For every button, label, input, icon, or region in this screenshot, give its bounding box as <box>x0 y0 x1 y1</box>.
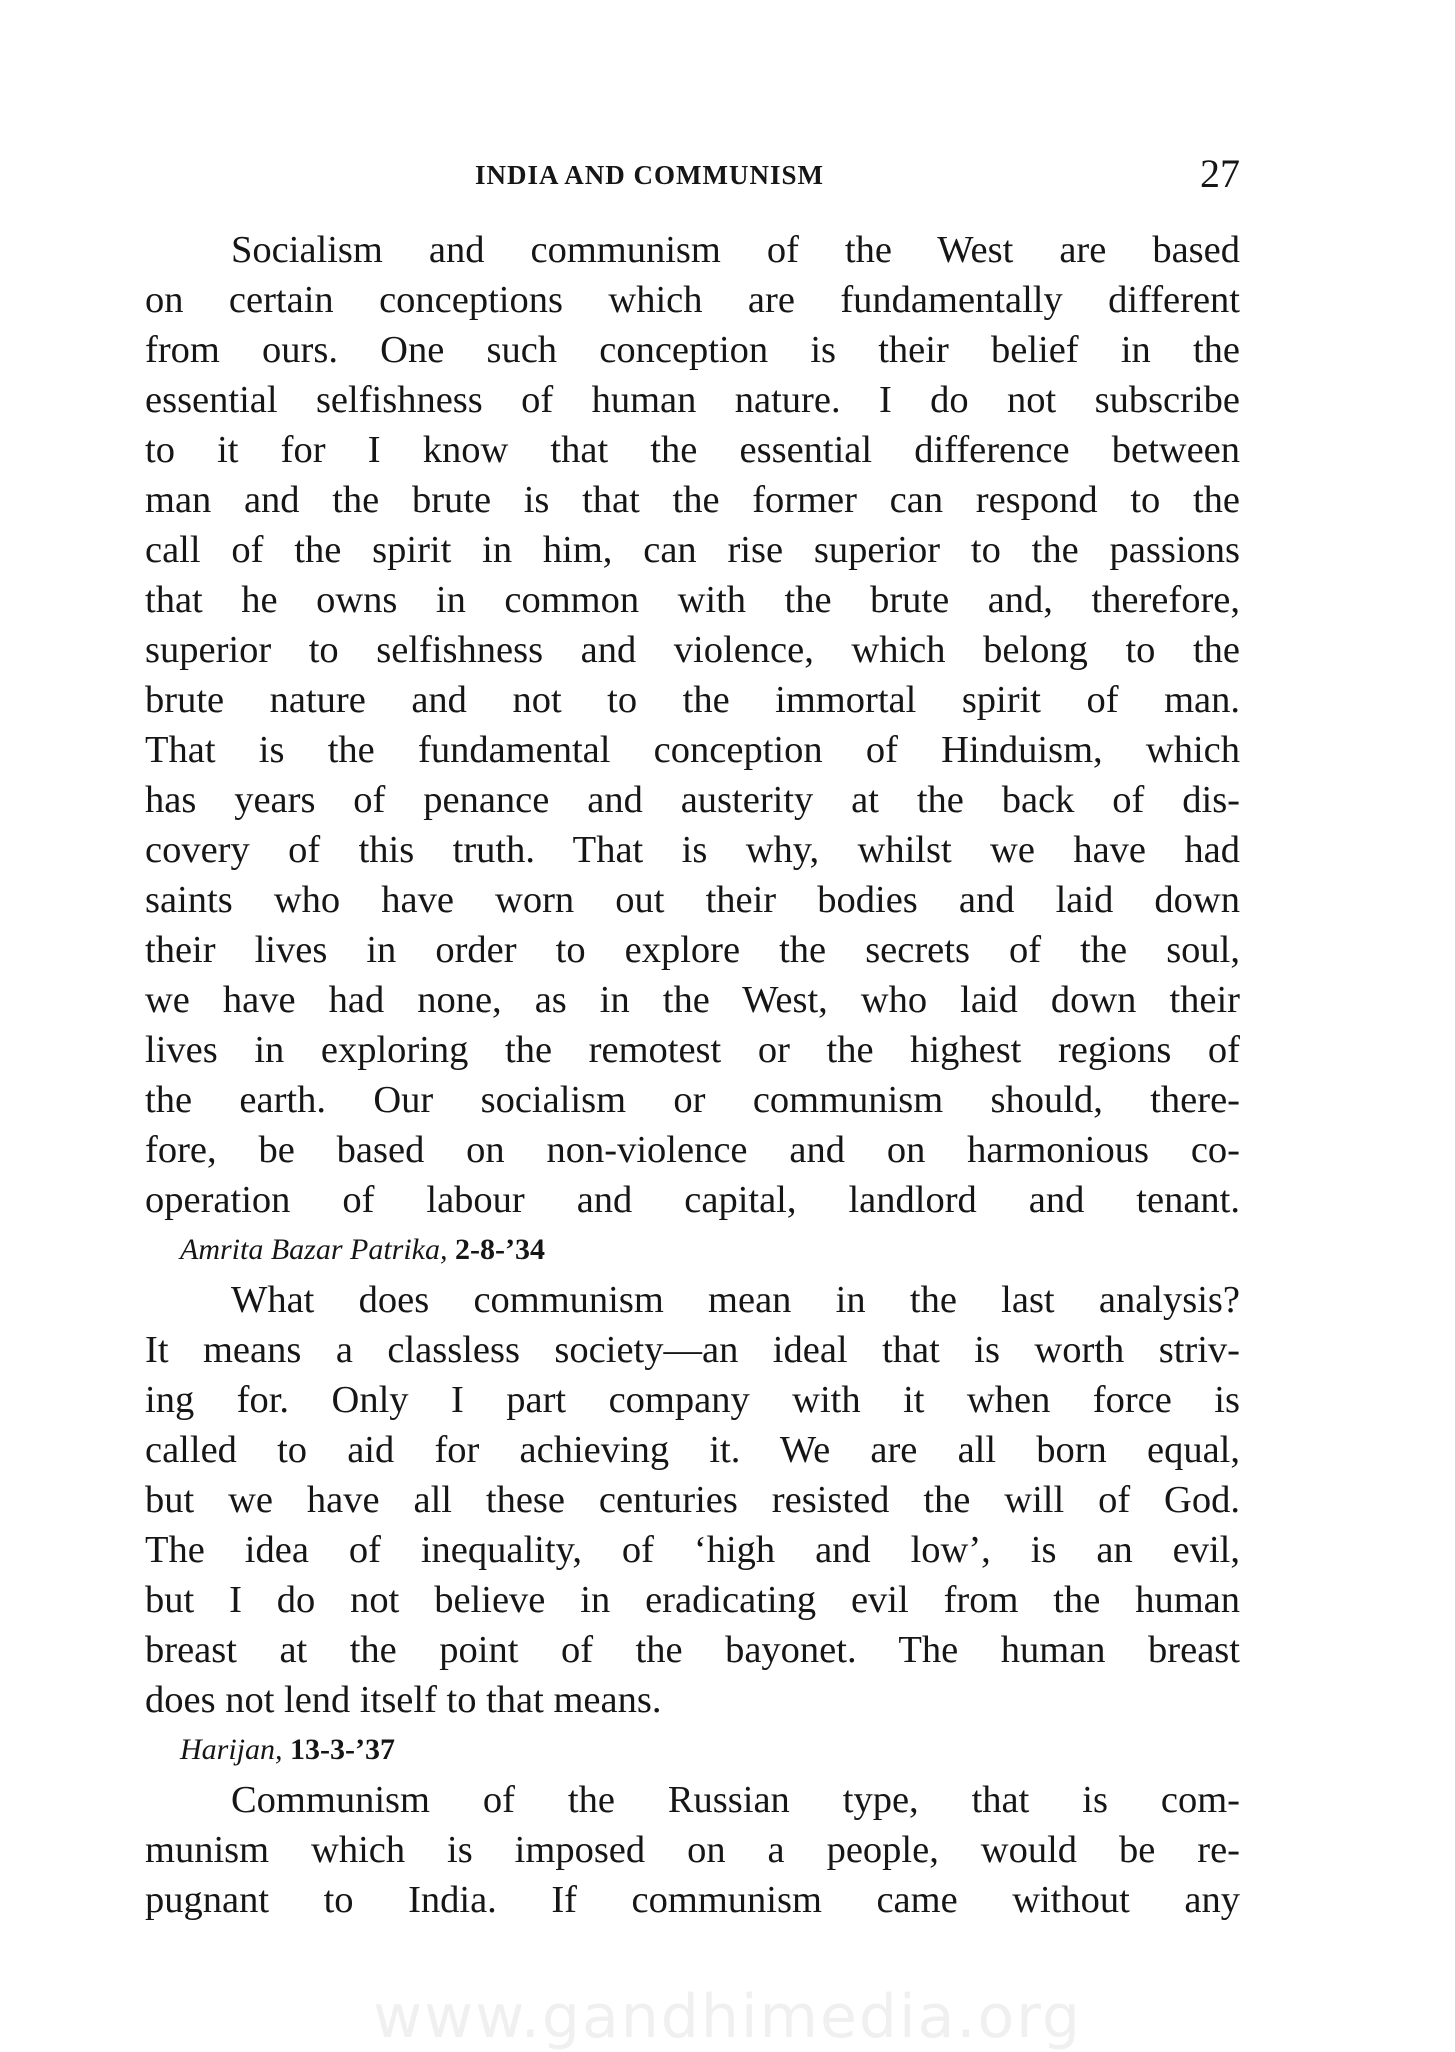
text-line: munism which is imposed on a people, would be re- <box>145 1829 1240 1871</box>
source-citation <box>145 1725 1240 1775</box>
page-header <box>145 150 1240 200</box>
text-line: Communism of the Russian type, that is com- <box>231 1779 1240 1821</box>
text-line: we have had none, as in the West, who laid down their <box>145 979 1240 1021</box>
text-line: Socialism and communism of the West are based <box>231 229 1240 271</box>
text-line: but we have all these centuries resisted the will of God. <box>145 1479 1240 1521</box>
paragraph-communism-meaning <box>145 1275 1240 1725</box>
text-line: operation of labour and capital, landlord and tenant. <box>145 1179 1240 1221</box>
source-publication: Amrita Bazar Patrika, <box>180 1233 448 1266</box>
text-line: fore, be based on non-violence and on harmonious co- <box>145 1129 1240 1171</box>
text-line: It means a classless society—an ideal that is worth striv- <box>145 1329 1240 1371</box>
text-line: their lives in order to explore the secrets of the soul, <box>145 929 1240 971</box>
source-date: 13-3-’37 <box>290 1733 395 1766</box>
text-line: covery of this truth. That is why, whilst we have had <box>145 829 1240 871</box>
text-line: saints who have worn out their bodies and laid down <box>145 879 1240 921</box>
text-line: from ours. One such conception is their belief in the <box>145 329 1240 371</box>
running-title: INDIA AND COMMUNISM <box>475 160 824 190</box>
source-date: 2-8-’34 <box>455 1233 545 1266</box>
paragraph-socialism-west <box>145 225 1240 1225</box>
text-line: pugnant to India. If communism came without any <box>145 1879 1240 1921</box>
text-line: that he owns in common with the brute and, therefore, <box>145 579 1240 621</box>
text-line: superior to selfishness and violence, which belong to the <box>145 629 1240 671</box>
text-line: That is the fundamental conception of Hinduism, which <box>145 729 1240 771</box>
text-line: called to aid for achieving it. We are all born equal, <box>145 1429 1240 1471</box>
source-citation <box>145 1225 1240 1275</box>
text-column <box>145 225 1240 1925</box>
text-line: The idea of inequality, of ‘high and low’, is an evil, <box>145 1529 1240 1571</box>
text-line: essential selfishness of human nature. I do not subscribe <box>145 379 1240 421</box>
text-line: brute nature and not to the immortal spirit of man. <box>145 679 1240 721</box>
source-publication: Harijan, <box>180 1733 283 1766</box>
text-line: to it for I know that the essential difference between <box>145 429 1240 471</box>
text-line: ing for. Only I part company with it when force is <box>145 1379 1240 1421</box>
text-line: has years of penance and austerity at the back of dis- <box>145 779 1240 821</box>
text-line: What does communism mean in the last analysis? <box>231 1279 1240 1321</box>
text-line: does not lend itself to that means. <box>145 1679 662 1721</box>
text-line: on certain conceptions which are fundamentally different <box>145 279 1240 321</box>
paragraph-russian-communism <box>145 1775 1240 1925</box>
watermark: www.gandhimedia.org <box>373 1982 1082 2052</box>
text-line: man and the brute is that the former can respond to the <box>145 479 1240 521</box>
text-line: but I do not believe in eradicating evil from the human <box>145 1579 1240 1621</box>
text-line: breast at the point of the bayonet. The human breast <box>145 1629 1240 1671</box>
text-line: the earth. Our socialism or communism should, there- <box>145 1079 1240 1121</box>
text-line: call of the spirit in him, can rise superior to the passions <box>145 529 1240 571</box>
page-number: 27 <box>1200 151 1240 196</box>
text-line: lives in exploring the remotest or the highest regions of <box>145 1029 1240 1071</box>
